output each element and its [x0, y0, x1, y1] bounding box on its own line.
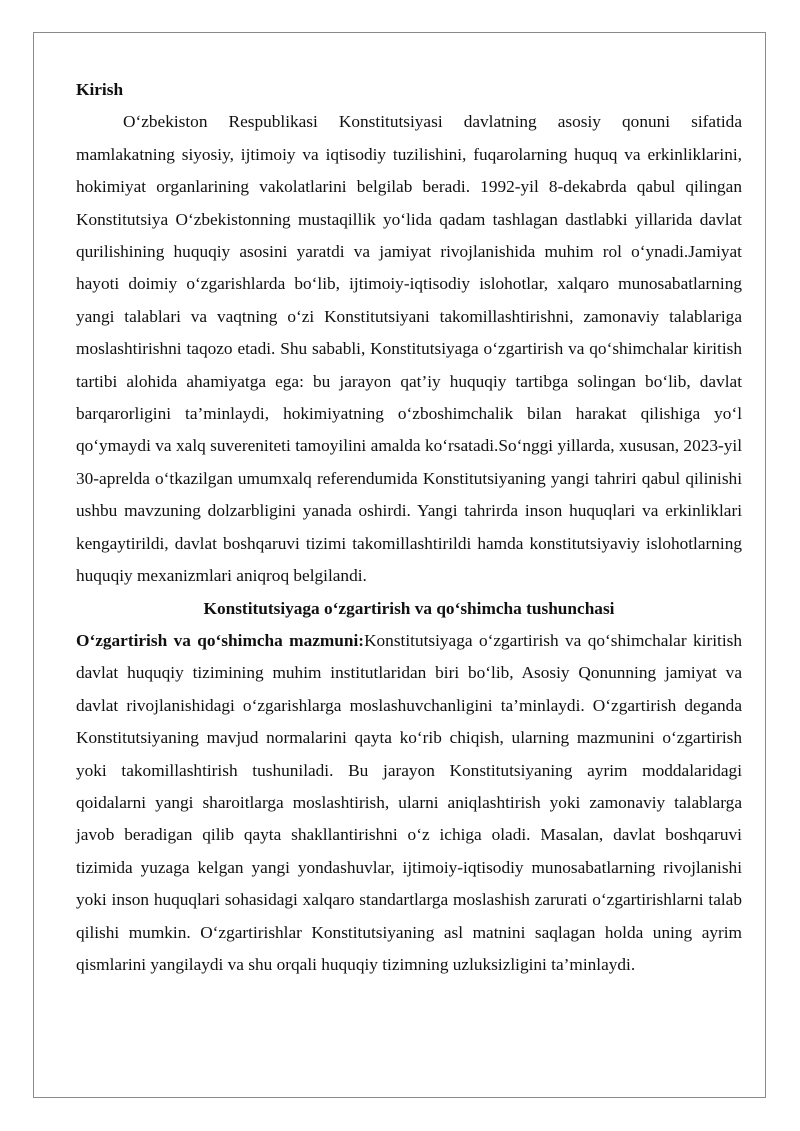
document-body: [76, 72, 742, 981]
intro-paragraph: O‘zbekiston Respublikasi Konstitutsiyasi davlatning asosiy qonuni sifatida mamlakatning siyosiy, ijtimoiy va iqtisodiy tuzilishini, fuqarolarning huquq va erkinliklarini, hokimiyat organlarining vakolatlarini belgilab beradi. 1992-yil 8-dekabrda qabul qilingan Konstitutsiya O‘zbekistonning mustaqillik yo‘lida qadam tashlagan dastlabki yillarida davlat qurilishining huquqiy asosini yaratdi va jamiyat rivojlanishida muhim rol o‘ynadi.Jamiyat hayoti doimiy o‘zgarishlarda bo‘lib, ijtimoiy-iqtisodiy islohotlar, xalqaro munosabatlarning yangi talablari va vaqtning o‘zi Konstitutsiyani takomillashtirishni, zamonaviy talablariga moslashtirishni taqozo etadi. Shu sababli, Konstitutsiyaga o‘zgartirish va qo‘shimchalar kiritish tartibi alohida ahamiyatga ega: bu jarayon qat’iy huquqiy tartibga solingan bo‘lib, davlat barqarorligini ta’minlaydi, hokimiyatning o‘zboshimchalik bilan harakat qilishiga yo‘l qo‘ymaydi va xalq suvereniteti tamoyilini amalda ko‘rsatadi.So‘nggi yillarda, xususan, 2023-yil 30-aprelda o‘tkazilgan umumxalq referendumida Konstitutsiyaning yangi tahriri qabul qilinishi ushbu mavzuning dolzarbligini yanada oshirdi. Yangi tahrirda inson huquqlari va erkinliklari kengaytirildi, davlat boshqaruvi tizimi takomillashtirildi hamda konstitutsiyaviy islohotlarning huquqiy mexanizmlari aniqroq belgilandi.: [76, 112, 742, 586]
section-paragraph-text: Konstitutsiyaga o‘zgartirish va qo‘shimchalar kiritish davlat huquqiy tizimining muhim institutlaridan biri bo‘lib, Asosiy Qonunning jamiyat va davlat rivojlanishidagi o‘zgarishlarga moslashuvchanligini ta’minlaydi. O‘zgartirish deganda Konstitutsiyaning mavjud normalarini qayta ko‘rib chiqish, ularning mazmunini o‘zgartirish yoki takomillashtirish tushuniladi. Bu jarayon Konstitutsiyaning ayrim moddalaridagi qoidalarni yangi sharoitlarga moslashtirish, ularni aniqlashtirish yoki zamonaviy talablarga javob beradigan qilib qayta shakllantirishni o‘z ichiga oladi. Masalan, davlat boshqaruvi tizimida yuzaga kelgan yangi yondashuvlar, ijtimoiy-iqtisodiy munosabatlarning rivojlanishi yoki inson huquqlari sohasidagi xalqaro standartlarga moslashish zarurati o‘zgartirishlarni talab qilishi mumkin. O‘zgartirishlar Konstitutsiyaning asl matnini saqlagan holda uning ayrim qismlarini yangilaydi va shu orqali huquqiy tizimning uzluksizligini ta’minlaydi.: [76, 630, 742, 974]
intro-heading: Kirish: [76, 80, 124, 99]
section-paragraph: [76, 625, 742, 981]
section-runin-heading: O‘zgartirish va qo‘shimcha mazmuni:: [76, 630, 365, 650]
section-title: Konstitutsiyaga o‘zgartirish va qo‘shimcha tushunchasi: [203, 598, 615, 618]
